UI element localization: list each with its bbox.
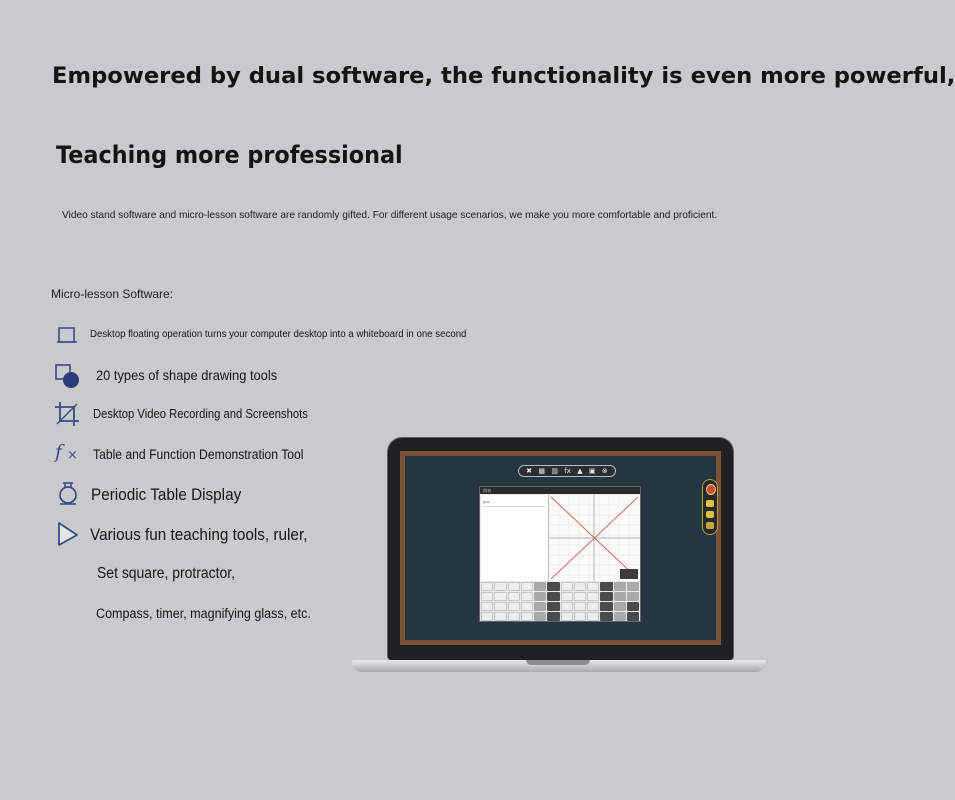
key[interactable] bbox=[481, 612, 493, 621]
key[interactable] bbox=[587, 592, 599, 601]
key[interactable] bbox=[600, 582, 612, 591]
key[interactable] bbox=[587, 612, 599, 621]
section-label: Micro-lesson Software: bbox=[51, 287, 174, 301]
key[interactable] bbox=[547, 582, 559, 591]
key[interactable] bbox=[627, 582, 639, 591]
key[interactable] bbox=[574, 592, 586, 601]
calculator-keypad bbox=[481, 582, 639, 621]
folder-icon[interactable] bbox=[706, 500, 714, 507]
svg-text:×: × bbox=[67, 448, 78, 463]
laptop-screen bbox=[400, 451, 721, 645]
feature-teaching-tools: Various fun teaching tools, ruler, bbox=[90, 525, 308, 544]
key[interactable] bbox=[561, 582, 573, 591]
key[interactable] bbox=[521, 582, 533, 591]
shape-tool-button[interactable]: ▲ bbox=[577, 467, 583, 475]
key[interactable] bbox=[521, 602, 533, 611]
key[interactable] bbox=[574, 582, 586, 591]
feature-recording: Desktop Video Recording and Screenshots bbox=[93, 407, 308, 421]
key[interactable] bbox=[508, 602, 520, 611]
key[interactable] bbox=[494, 602, 506, 611]
key[interactable] bbox=[494, 592, 506, 601]
key[interactable] bbox=[481, 592, 493, 601]
key[interactable] bbox=[534, 612, 546, 621]
flask-icon bbox=[57, 481, 79, 505]
key[interactable] bbox=[614, 582, 626, 591]
headline-line-1: Empowered by dual software, the functionality is even more powerful, bbox=[52, 64, 955, 89]
shapes-icon bbox=[55, 364, 81, 390]
app-title-bar: 图表 bbox=[480, 487, 640, 494]
key[interactable] bbox=[521, 612, 533, 621]
key[interactable] bbox=[547, 592, 559, 601]
ruler-icon bbox=[57, 521, 81, 547]
function-app-window bbox=[479, 486, 641, 622]
feature-whiteboard: Desktop floating operation turns your computer desktop into a whiteboard in one second bbox=[90, 328, 467, 340]
key[interactable] bbox=[627, 592, 639, 601]
key[interactable] bbox=[587, 602, 599, 611]
key[interactable] bbox=[508, 592, 520, 601]
headline-line-2: Teaching more professional bbox=[56, 141, 403, 169]
key[interactable] bbox=[600, 592, 612, 601]
key[interactable] bbox=[494, 582, 506, 591]
function-tool-button[interactable]: fx bbox=[564, 467, 571, 475]
exit-tool-button[interactable]: ⊗ bbox=[601, 467, 608, 475]
function-icon bbox=[55, 441, 81, 463]
chart-tool-button[interactable]: ▥ bbox=[551, 467, 558, 475]
key[interactable] bbox=[547, 612, 559, 621]
feature-shapes: 20 types of shape drawing tools bbox=[96, 367, 278, 383]
record-icon[interactable] bbox=[706, 484, 716, 495]
pen-icon[interactable] bbox=[706, 522, 714, 529]
key[interactable] bbox=[494, 612, 506, 621]
key[interactable] bbox=[614, 612, 626, 621]
key[interactable] bbox=[600, 612, 612, 621]
close-tool-button[interactable]: ✖ bbox=[526, 467, 533, 475]
book-icon[interactable] bbox=[706, 511, 714, 518]
key[interactable] bbox=[614, 602, 626, 611]
key[interactable] bbox=[574, 602, 586, 611]
expression-row[interactable]: y=x bbox=[483, 498, 545, 507]
feature-teaching-tools-line-3: Compass, timer, magnifying glass, etc. bbox=[96, 606, 311, 621]
key[interactable] bbox=[561, 612, 573, 621]
image-tool-button[interactable]: ▣ bbox=[588, 467, 596, 475]
key[interactable] bbox=[534, 602, 546, 611]
subtitle: Video stand software and micro-lesson software are randomly gifted. For different usage scenarios, we make you more comfortable and proficient. bbox=[62, 209, 718, 221]
key[interactable] bbox=[561, 592, 573, 601]
key[interactable] bbox=[521, 592, 533, 601]
feature-function: Table and Function Demonstration Tool bbox=[93, 447, 304, 462]
whiteboard-icon bbox=[56, 325, 78, 345]
key[interactable] bbox=[614, 592, 626, 601]
key[interactable] bbox=[561, 602, 573, 611]
table-tool-button[interactable]: ▦ bbox=[538, 467, 545, 475]
key[interactable] bbox=[627, 602, 639, 611]
svg-text:f: f bbox=[55, 441, 63, 463]
key[interactable] bbox=[534, 592, 546, 601]
key[interactable] bbox=[508, 582, 520, 591]
key[interactable] bbox=[481, 582, 493, 591]
function-graph bbox=[549, 495, 640, 581]
floating-toolbar bbox=[518, 465, 616, 477]
key[interactable] bbox=[481, 602, 493, 611]
crop-icon bbox=[54, 401, 80, 427]
laptop bbox=[388, 438, 733, 660]
key[interactable] bbox=[587, 582, 599, 591]
key[interactable] bbox=[574, 612, 586, 621]
key[interactable] bbox=[534, 582, 546, 591]
feature-periodic-table: Periodic Table Display bbox=[91, 485, 242, 504]
key[interactable] bbox=[547, 602, 559, 611]
key[interactable] bbox=[600, 602, 612, 611]
key[interactable] bbox=[627, 612, 639, 621]
key[interactable] bbox=[508, 612, 520, 621]
laptop-notch bbox=[526, 660, 590, 665]
laptop-base bbox=[352, 660, 766, 672]
expression-list bbox=[481, 495, 549, 581]
side-panel bbox=[702, 479, 718, 535]
feature-teaching-tools-line-2: Set square, protractor, bbox=[97, 565, 236, 582]
